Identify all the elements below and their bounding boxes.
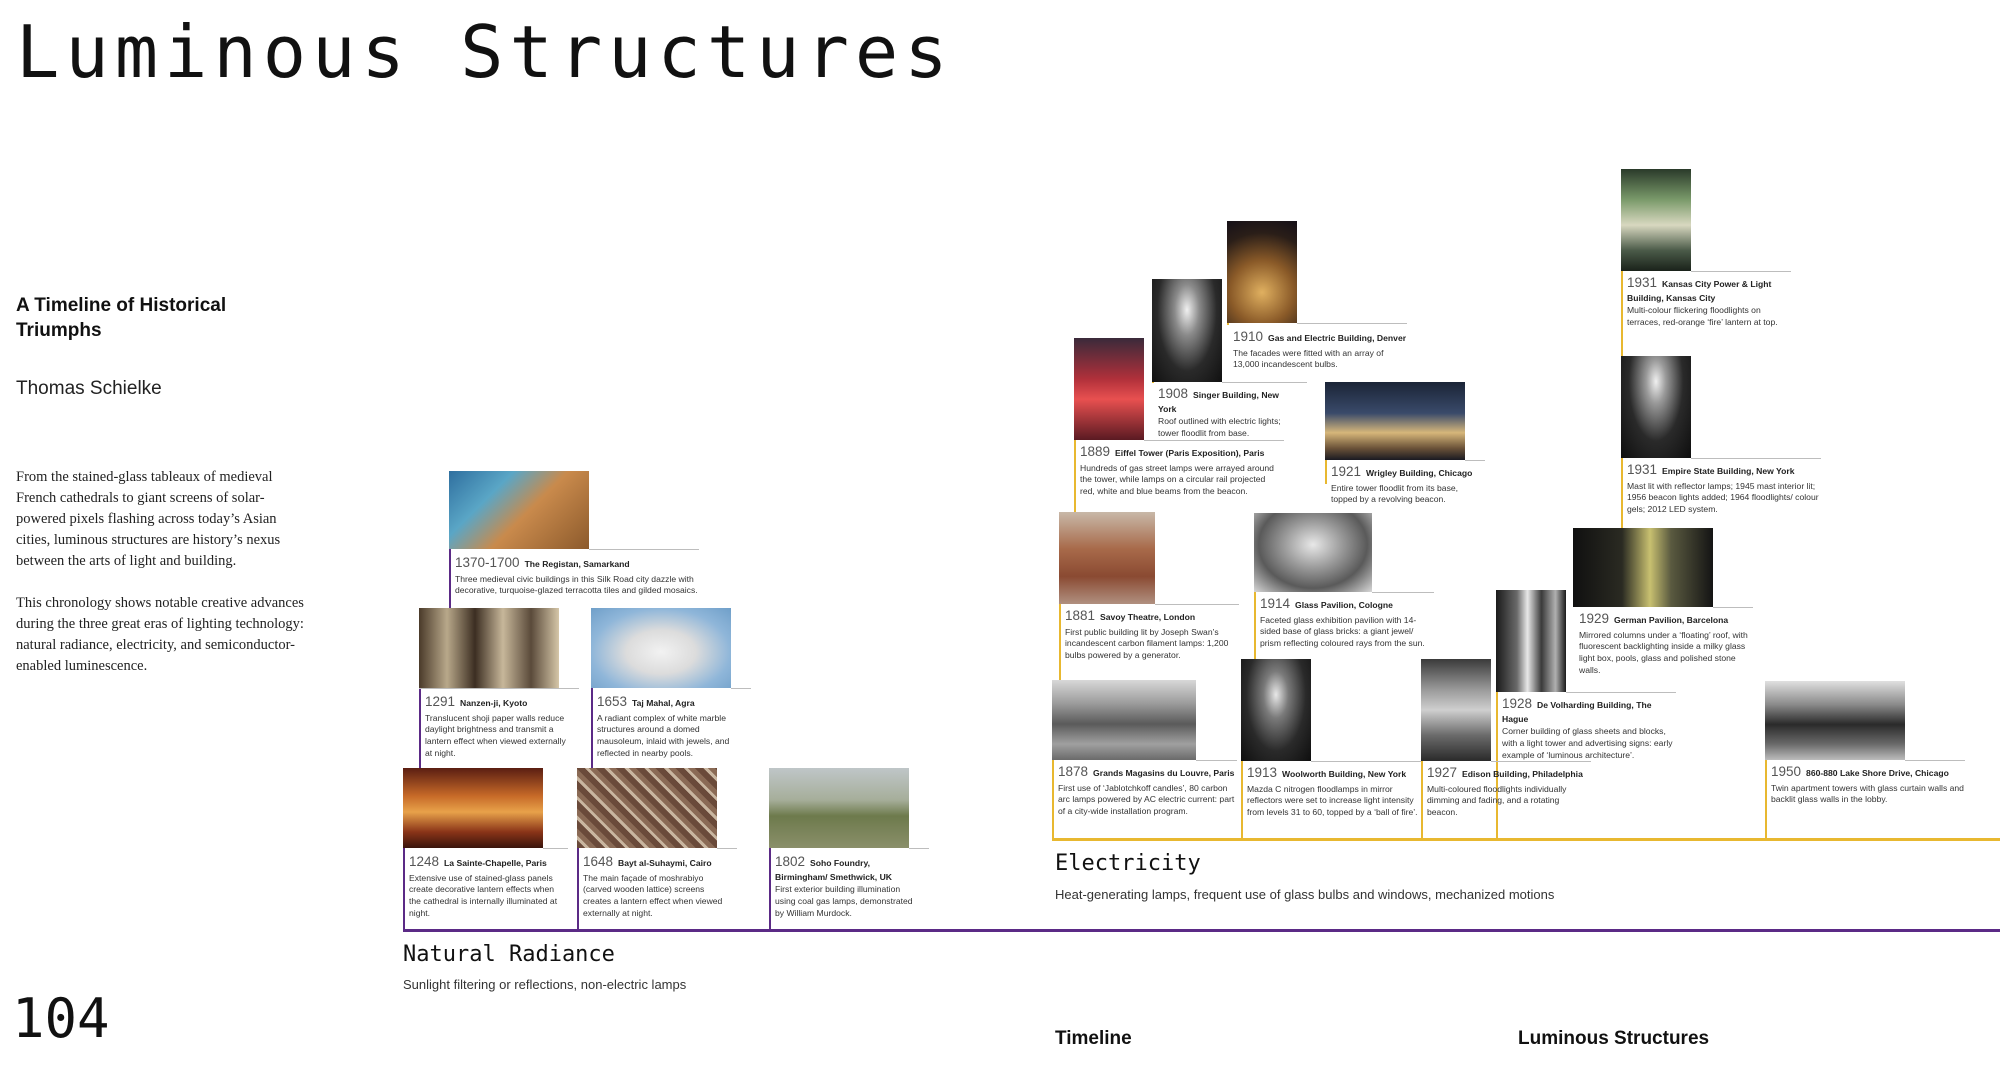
caption-rule: [731, 688, 751, 689]
entry-name: Kansas City Power & Light Building, Kansas City: [1627, 279, 1772, 303]
bayt-al-suhaymi-photo: [577, 768, 717, 848]
entry-year: 1370-1700: [455, 555, 520, 570]
entry-name: Bayt al-Suhaymi, Cairo: [618, 858, 712, 868]
intro-text: [16, 467, 306, 698]
natural-radiance-baseline: [403, 929, 2000, 932]
timeline-entry-registan: [449, 471, 699, 601]
caption-rule: [1155, 604, 1239, 605]
caption-rule: [1196, 760, 1237, 761]
nanzen-ji-photo: [419, 608, 559, 688]
timeline-entry-german-pavilion: [1573, 528, 1753, 678]
entry-name: 860-880 Lake Shore Drive, Chicago: [1806, 768, 1949, 778]
caption-rule: [717, 848, 737, 849]
woolworth-building-caption: [1247, 764, 1422, 819]
kansas-city-power-light-caption: [1627, 274, 1792, 329]
lake-shore-drive-photo: [1765, 681, 1905, 760]
caption-rule: [589, 549, 699, 550]
soho-foundry-caption: [775, 853, 920, 920]
taj-mahal-photo: [591, 608, 731, 688]
entry-description: Extensive use of stained-glass panels create decorative lantern effects when the cathedral is internally illuminated at night.: [409, 872, 558, 919]
eiffel-tower-photo: [1074, 338, 1144, 440]
era-natural-radiance-desc: Sunlight filtering or reflections, non-electric lamps: [403, 977, 687, 992]
entry-name: Soho Foundry, Birmingham/ Smethwick, UK: [775, 858, 892, 882]
entry-year: 1248: [409, 854, 440, 869]
entry-name: Empire State Building, New York: [1662, 466, 1795, 476]
empire-state-building-caption: [1627, 461, 1822, 516]
entry-description: First use of ‘Jablotchkoff candles’, 80 carbon arc lamps powered by AC electric current: part of a city-wide installation program.: [1058, 782, 1235, 817]
timeline-entry-sainte-chapelle: [403, 768, 568, 918]
caption-rule: [1905, 760, 1965, 761]
savoy-theatre-photo: [1059, 512, 1155, 604]
entry-name: Singer Building, New York: [1158, 390, 1279, 414]
timeline-entry-grands-magasins: [1052, 680, 1237, 820]
caption-rule: [419, 688, 579, 689]
caption-rule: [543, 848, 568, 849]
timeline-entry-lake-shore-drive: [1765, 681, 1965, 831]
entry-year: 1908: [1158, 386, 1189, 401]
entry-year: 1928: [1502, 696, 1533, 711]
glass-pavilion-photo: [1254, 513, 1372, 592]
entry-name: Taj Mahal, Agra: [632, 698, 695, 708]
timeline-entry-glass-pavilion: [1254, 513, 1434, 663]
entry-year: 1929: [1579, 611, 1610, 626]
timeline-entry-taj-mahal: [591, 608, 751, 758]
entry-name: Grands Magasins du Louvre, Paris: [1093, 768, 1235, 778]
footer-book-title: Luminous Structures: [1518, 1028, 1710, 1049]
entry-year: 1931: [1627, 462, 1658, 477]
page-number: 104: [12, 987, 110, 1050]
entry-year: 1878: [1058, 764, 1089, 779]
caption-rule: [1311, 761, 1421, 762]
page-subtitle: A Timeline of Historical Triumphs: [16, 295, 227, 341]
era-natural-radiance-name: Natural Radiance: [403, 942, 615, 967]
entry-description: Corner building of glass sheets and blocks, with a light tower and advertising signs: early example of ‘luminous architecture’.: [1502, 726, 1673, 761]
intro-paragraph-1: From the stained-glass tableaux of medieval French cathedrals to giant screens of solar-powered pixels flashing across today’s Asian cities, luminous structures are history’s nexus between the arts of light and building.: [16, 469, 281, 570]
caption-rule: [1144, 440, 1284, 441]
de-volharding-photo: [1496, 590, 1566, 692]
entry-name: Woolworth Building, New York: [1282, 769, 1407, 779]
electricity-baseline: [1052, 838, 2000, 841]
entry-name: Glass Pavilion, Cologne: [1295, 600, 1393, 610]
entry-description: A radiant complex of white marble structures around a domed mausoleum, inlaid with jewels, and reflected in nearby pools.: [597, 712, 730, 759]
entry-name: The Registan, Samarkand: [524, 559, 630, 569]
entry-year: 1881: [1065, 608, 1096, 623]
timeline-entry-wrigley-building: [1325, 382, 1485, 512]
nanzen-ji-caption: [425, 693, 570, 760]
taj-mahal-caption: [597, 693, 742, 760]
caption-rule: [1465, 460, 1485, 461]
timeline-entry-woolworth-building: [1241, 659, 1421, 829]
entry-description: Roof outlined with electric lights; tower floodlit from base.: [1158, 416, 1281, 439]
bayt-al-suhaymi-caption: [583, 853, 728, 920]
registan-photo: [449, 471, 589, 549]
sainte-chapelle-caption: [409, 853, 559, 920]
timeline-entry-kansas-city-power-light: [1621, 169, 1791, 329]
edison-building-photo: [1421, 659, 1491, 761]
timeline-entry-eiffel-tower: [1074, 338, 1284, 503]
soho-foundry-photo: [769, 768, 909, 848]
caption-rule: [1691, 458, 1821, 459]
caption-rule: [909, 848, 929, 849]
entry-description: Entire tower floodlit from its base, topped by a revolving beacon.: [1331, 482, 1459, 505]
entry-description: Mirrored columns under a ‘floating’ roof, with fluorescent backlighting inside a milky glass light box, pools, glass and polished stone walls.: [1579, 629, 1748, 676]
entry-description: First exterior building illumination using coal gas lamps, demonstrated by William Murdock.: [775, 884, 913, 919]
entry-name: Eiffel Tower (Paris Exposition), Paris: [1115, 448, 1265, 458]
timeline-entry-empire-state-building: [1621, 356, 1821, 521]
caption-rule: [1691, 271, 1791, 272]
entry-description: Multi-coloured floodlights individually dimming and fading, and a rotating beacon.: [1427, 783, 1567, 818]
entry-description: Translucent shoji paper walls reduce daylight brightness and transmit a lantern effect when viewed externally at night.: [425, 712, 566, 759]
german-pavilion-photo: [1573, 528, 1713, 607]
entry-description: Twin apartment towers with glass curtain walls and backlit glass walls in the lobby.: [1771, 782, 1964, 805]
entry-year: 1802: [775, 854, 806, 869]
entry-year: 1950: [1771, 764, 1802, 779]
entry-year: 1913: [1247, 765, 1278, 780]
caption-rule: [1713, 607, 1753, 608]
entry-description: First public building lit by Joseph Swan’s incandescent carbon filament lamps: 1,200 bulbs powered by a generator.: [1065, 626, 1229, 661]
entry-description: Mast lit with reflector lamps; 1945 mast interior lit; 1956 beacon lights added; 1964 floodlights/ colour gels; 2012 LED system.: [1627, 480, 1819, 515]
entry-year: 1648: [583, 854, 614, 869]
empire-state-building-photo: [1621, 356, 1691, 458]
grands-magasins-caption: [1058, 763, 1238, 818]
grands-magasins-photo: [1052, 680, 1196, 760]
timeline-entry-savoy-theatre: [1059, 512, 1239, 662]
entry-description: The main façade of moshrabiyo (carved wooden lattice) screens creates a lantern effect when viewed externally at night.: [583, 872, 723, 919]
caption-rule: [1297, 323, 1407, 324]
registan-caption: [455, 554, 700, 597]
de-volharding-caption: [1502, 695, 1677, 762]
glass-pavilion-caption: [1260, 595, 1435, 650]
era-electricity-desc: Heat-generating lamps, frequent use of glass bulbs and windows, mechanized motions: [1055, 887, 1555, 902]
page-title: Luminous Structures: [16, 10, 954, 94]
era-electricity-name: Electricity: [1055, 851, 1201, 876]
footer-section-title: Timeline: [1055, 1028, 1132, 1049]
german-pavilion-caption: [1579, 610, 1754, 677]
entry-name: De Volharding Building, The Hague: [1502, 700, 1652, 724]
entry-name: Gas and Electric Building, Denver: [1268, 333, 1407, 343]
eiffel-tower-caption: [1080, 443, 1275, 498]
entry-description: The facades were fitted with an array of 13,000 incandescent bulbs.: [1233, 347, 1384, 370]
woolworth-building-photo: [1241, 659, 1311, 761]
entry-name: La Sainte-Chapelle, Paris: [444, 858, 547, 868]
entry-year: 1889: [1080, 444, 1111, 459]
savoy-theatre-caption: [1065, 607, 1235, 662]
sainte-chapelle-photo: [403, 768, 543, 848]
wrigley-building-photo: [1325, 382, 1465, 460]
lake-shore-drive-caption: [1771, 763, 1966, 806]
edison-building-caption: [1427, 764, 1592, 819]
intro-paragraph-2: This chronology shows notable creative advances during the three great eras of lighting technology: natural radiance, electricity, and semiconductor-enabled luminescence.: [16, 595, 304, 675]
entry-name: Wrigley Building, Chicago: [1366, 468, 1473, 478]
entry-year: 1931: [1627, 275, 1658, 290]
timeline-entry-bayt-al-suhaymi: [577, 768, 737, 918]
entry-year: 1921: [1331, 464, 1362, 479]
entry-name: German Pavilion, Barcelona: [1614, 615, 1729, 625]
entry-year: 1653: [597, 694, 628, 709]
entry-name: Edison Building, Philadelphia: [1462, 769, 1583, 779]
caption-rule: [1372, 592, 1434, 593]
entry-name: Savoy Theatre, London: [1100, 612, 1196, 622]
entry-description: Hundreds of gas street lamps were arrayed around the tower, while lamps on a circular rail projected red, white and blue beams from the beacon.: [1080, 462, 1274, 497]
timeline-entry-nanzen-ji: [419, 608, 579, 758]
caption-rule: [1566, 692, 1676, 693]
entry-description: Faceted glass exhibition pavilion with 14-sided base of glass bricks: a giant jewel/ prism reflecting coloured rays from the sun.: [1260, 614, 1425, 649]
author-name: Thomas Schielke: [16, 378, 162, 399]
entry-description: Three medieval civic buildings in this Silk Road city dazzle with decorative, turquoise-glazed terracotta tiles and gilded mosaics.: [455, 573, 698, 596]
entry-name: Nanzen-ji, Kyoto: [460, 698, 528, 708]
timeline-entry-soho-foundry: [769, 768, 929, 918]
entry-year: 1914: [1260, 596, 1291, 611]
entry-year: 1291: [425, 694, 456, 709]
kansas-city-power-light-photo: [1621, 169, 1691, 271]
wrigley-building-caption: [1331, 463, 1481, 506]
entry-description: Multi-colour flickering floodlights on terraces, red-orange ‘fire’ lantern at top.: [1627, 305, 1778, 328]
entry-year: 1927: [1427, 765, 1458, 780]
entry-description: Mazda C nitrogen floodlamps in mirror reflectors were set to increase light intensity from levels 31 to 60, topped by a ‘ball of fire’.: [1247, 783, 1418, 818]
entry-year: 1910: [1233, 329, 1264, 344]
